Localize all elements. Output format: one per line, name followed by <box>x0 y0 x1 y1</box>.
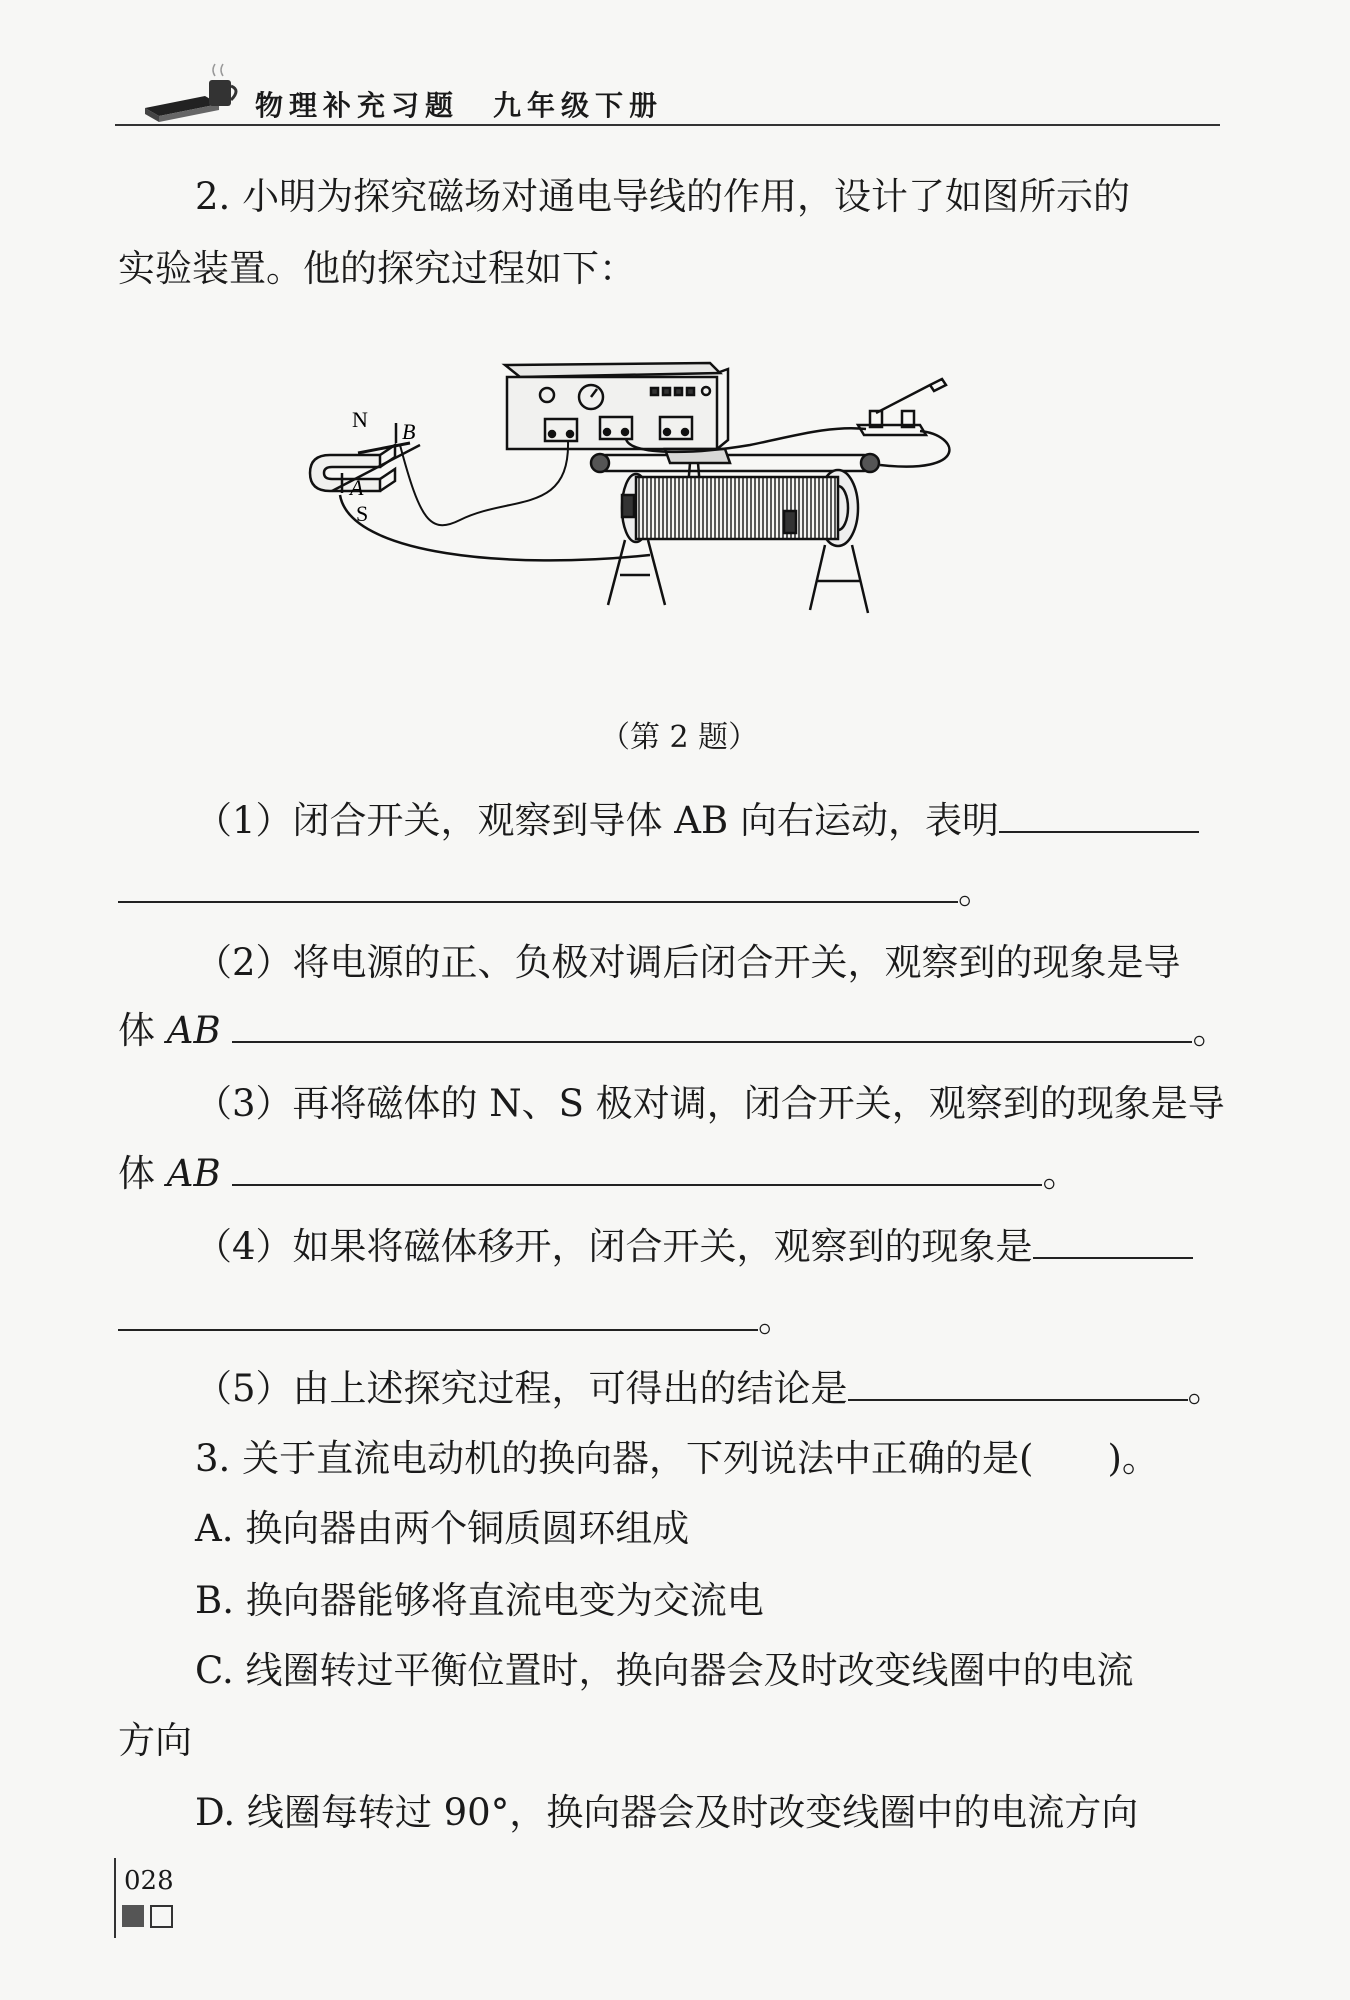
q2-part1-line2 <box>118 869 995 912</box>
q2-part2-line2 <box>118 1009 1230 1052</box>
answer-blank-1a[interactable] <box>999 823 1199 833</box>
q2-part4-end: 。 <box>758 1297 795 1340</box>
footer-rule <box>114 1858 116 1938</box>
answer-blank-4b[interactable] <box>118 1321 758 1331</box>
answer-blank-2[interactable] <box>232 1033 1192 1043</box>
q2-part3-line2 <box>118 1152 1080 1195</box>
book-and-cup-icon <box>135 58 245 128</box>
label-a: A <box>350 475 364 500</box>
q2-part3-end: 。 <box>1042 1152 1080 1195</box>
label-b: B <box>402 419 416 444</box>
experiment-figure <box>270 345 1060 685</box>
answer-blank-4a[interactable] <box>1033 1249 1193 1259</box>
q2-part1-text: （1）闭合开关，观察到导体 AB 向右运动，表明 <box>195 799 999 842</box>
header-title: 物理补充习题 九年级下册 <box>255 89 664 122</box>
rheostat <box>591 449 879 613</box>
page-header <box>115 40 1220 126</box>
q2-part2-line1: （2）将电源的正、负极对调后闭合开关，观察到的现象是导 <box>195 941 1181 984</box>
q2-part3-line1: （3）再将磁体的 N、S 极对调，闭合开关，观察到的现象是导 <box>195 1082 1225 1125</box>
q2-part1-line1 <box>195 799 1199 842</box>
q3-stem: 3. 关于直流电动机的换向器，下列说法中正确的是( )。 <box>195 1437 1159 1480</box>
q2-intro-line2: 实验装置。他的探究过程如下： <box>118 247 636 290</box>
q2-part5-line1 <box>195 1367 1225 1410</box>
switch <box>858 379 946 435</box>
answer-blank-3[interactable] <box>232 1176 1042 1186</box>
q2-intro-line1: 2. 小明为探究磁场对通电导线的作用，设计了如图所示的 <box>195 175 1131 218</box>
q3-option-a[interactable]: A. 换向器由两个铜质圆环组成 <box>195 1507 690 1550</box>
q2-part4-text: （4）如果将磁体移开，闭合开关，观察到的现象是 <box>195 1225 1033 1268</box>
q3-option-c-line2[interactable]: 方向 <box>118 1719 192 1762</box>
q3-option-c-line1[interactable]: C. 线圈转过平衡位置时，换向器会及时改变线圈中的电流 <box>195 1649 1134 1692</box>
q3-option-d[interactable]: D. 线圈每转过 90°，换向器会及时改变线圈中的电流方向 <box>195 1791 1139 1834</box>
q3-option-b[interactable]: B. 换向器能够将直流电变为交流电 <box>195 1579 764 1622</box>
q2-part1-end: 。 <box>958 869 995 912</box>
empty-square-icon <box>150 1905 173 1928</box>
q2-part2-ab: AB <box>166 1009 221 1052</box>
q2-part2-prefix: 体 <box>118 1009 167 1052</box>
answer-blank-1b[interactable] <box>118 893 958 903</box>
label-n: N <box>352 407 368 432</box>
q2-part4-line1 <box>195 1225 1193 1268</box>
filled-square-icon <box>122 1905 144 1927</box>
q2-part4-line2 <box>118 1297 795 1340</box>
answer-blank-5[interactable] <box>848 1391 1188 1401</box>
q2-part3-prefix: 体 <box>118 1152 167 1195</box>
figure-caption: （第 2 题） <box>600 720 759 755</box>
power-supply <box>505 363 728 449</box>
header-divider <box>115 124 1220 126</box>
label-s: S <box>356 501 369 526</box>
q2-part5-end: 。 <box>1187 1367 1225 1410</box>
q2-part5-text: （5）由上述探究过程，可得出的结论是 <box>195 1367 848 1410</box>
q2-part3-ab: AB <box>166 1152 221 1195</box>
q2-part2-end: 。 <box>1192 1009 1230 1052</box>
page-number: 028 <box>124 1866 174 1896</box>
